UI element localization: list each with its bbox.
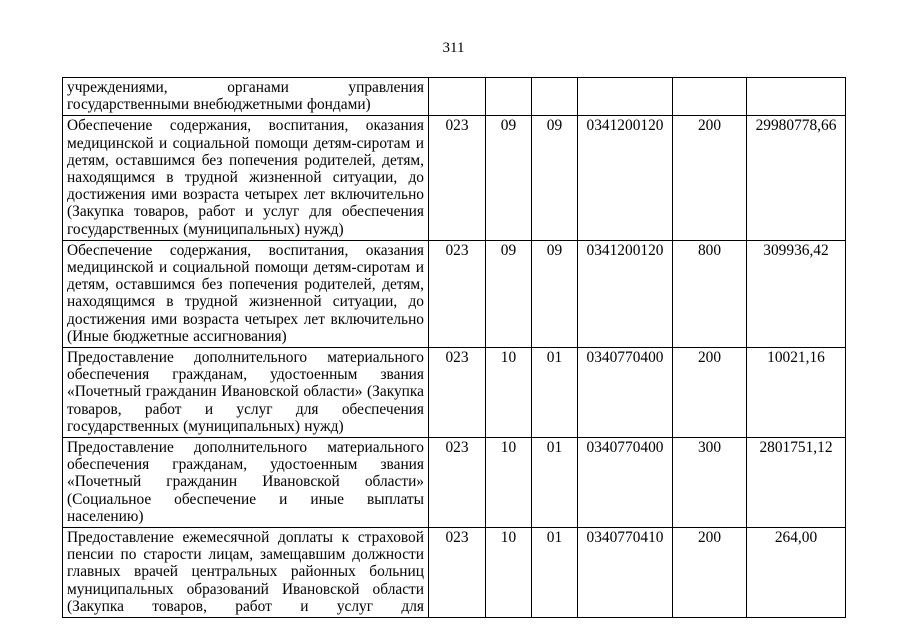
section-code-cell: 09 (486, 240, 532, 347)
table-row (63, 528, 846, 618)
expense-name-cell: Обеспечение содержания, воспитания, оказания медицинской и социальной помощи детям-сиротам и детям, оставшимся без попечения родителей, детям, находящимся в трудной жизненной ситуации, до достижения ими возраста четырех лет включительно (Закупка товаров, работ и услуг для обеспечения государственных (муниципальных) нужд) (63, 116, 429, 240)
expense-name-cell: Предоставление дополнительного материального обеспечения гражданам, удостоенным звания «Почетный гражданин Ивановской области» (Социальное обеспечение и иные выплаты населению) (63, 438, 429, 528)
target-article-cell: 0340770400 (578, 348, 673, 438)
grbs-code-cell: 023 (429, 348, 486, 438)
target-article-cell: 0340770400 (578, 438, 673, 528)
section-code-cell: 09 (486, 116, 532, 240)
table-row (63, 116, 846, 240)
grbs-code-cell: 023 (429, 240, 486, 347)
grbs-code-cell: 023 (429, 116, 486, 240)
target-article-cell: 0341200120 (578, 116, 673, 240)
amount-cell: 10021,16 (747, 348, 846, 438)
subsection-code-cell (532, 78, 578, 116)
expense-type-cell: 300 (673, 438, 747, 528)
target-article-cell: 0341200120 (578, 240, 673, 347)
grbs-code-cell: 023 (429, 528, 486, 618)
subsection-code-cell: 01 (532, 438, 578, 528)
amount-cell: 264,00 (747, 528, 846, 618)
amount-cell: 309936,42 (747, 240, 846, 347)
expense-type-cell (673, 78, 747, 116)
amount-cell: 29980778,66 (747, 116, 846, 240)
table-row (63, 240, 846, 347)
expense-type-cell: 200 (673, 528, 747, 618)
target-article-cell (578, 78, 673, 116)
section-code-cell: 10 (486, 528, 532, 618)
page-number: 311 (442, 40, 465, 56)
subsection-code-cell: 09 (532, 116, 578, 240)
subsection-code-cell: 01 (532, 528, 578, 618)
budget-table-body (63, 78, 846, 618)
table-row (63, 78, 846, 116)
table-row (63, 348, 846, 438)
subsection-code-cell: 09 (532, 240, 578, 347)
target-article-cell: 0340770410 (578, 528, 673, 618)
expense-type-cell: 200 (673, 116, 747, 240)
amount-cell (747, 78, 846, 116)
expense-type-cell: 200 (673, 348, 747, 438)
expense-name-cell: Предоставление ежемесячной доплаты к страховой пенсии по старости лицам, замещавшим должности главных врачей центральных районных больниц муниципальных образований Ивановской области (Закупка товаров, работ и услуг для (63, 528, 429, 618)
expense-type-cell: 800 (673, 240, 747, 347)
grbs-code-cell (429, 78, 486, 116)
grbs-code-cell: 023 (429, 438, 486, 528)
table-row (63, 438, 846, 528)
amount-cell: 2801751,12 (747, 438, 846, 528)
expense-name-cell: Обеспечение содержания, воспитания, оказания медицинской и социальной помощи детям-сиротам и детям, оставшимся без попечения родителей, детям, находящимся в трудной жизненной ситуации, до достижения ими возраста четырех лет включительно (Иные бюджетные ассигнования) (63, 240, 429, 347)
expense-name-cell: учреждениями, органами управления государственными внебюджетными фондами) (63, 78, 429, 116)
section-code-cell: 10 (486, 348, 532, 438)
section-code-cell: 10 (486, 438, 532, 528)
subsection-code-cell: 01 (532, 348, 578, 438)
budget-table (62, 77, 846, 618)
expense-name-cell: Предоставление дополнительного материального обеспечения гражданам, удостоенным звания «Почетный гражданин Ивановской области» (Закупка товаров, работ и услуг для обеспечения государственных (муниципальных) нужд) (63, 348, 429, 438)
section-code-cell (486, 78, 532, 116)
